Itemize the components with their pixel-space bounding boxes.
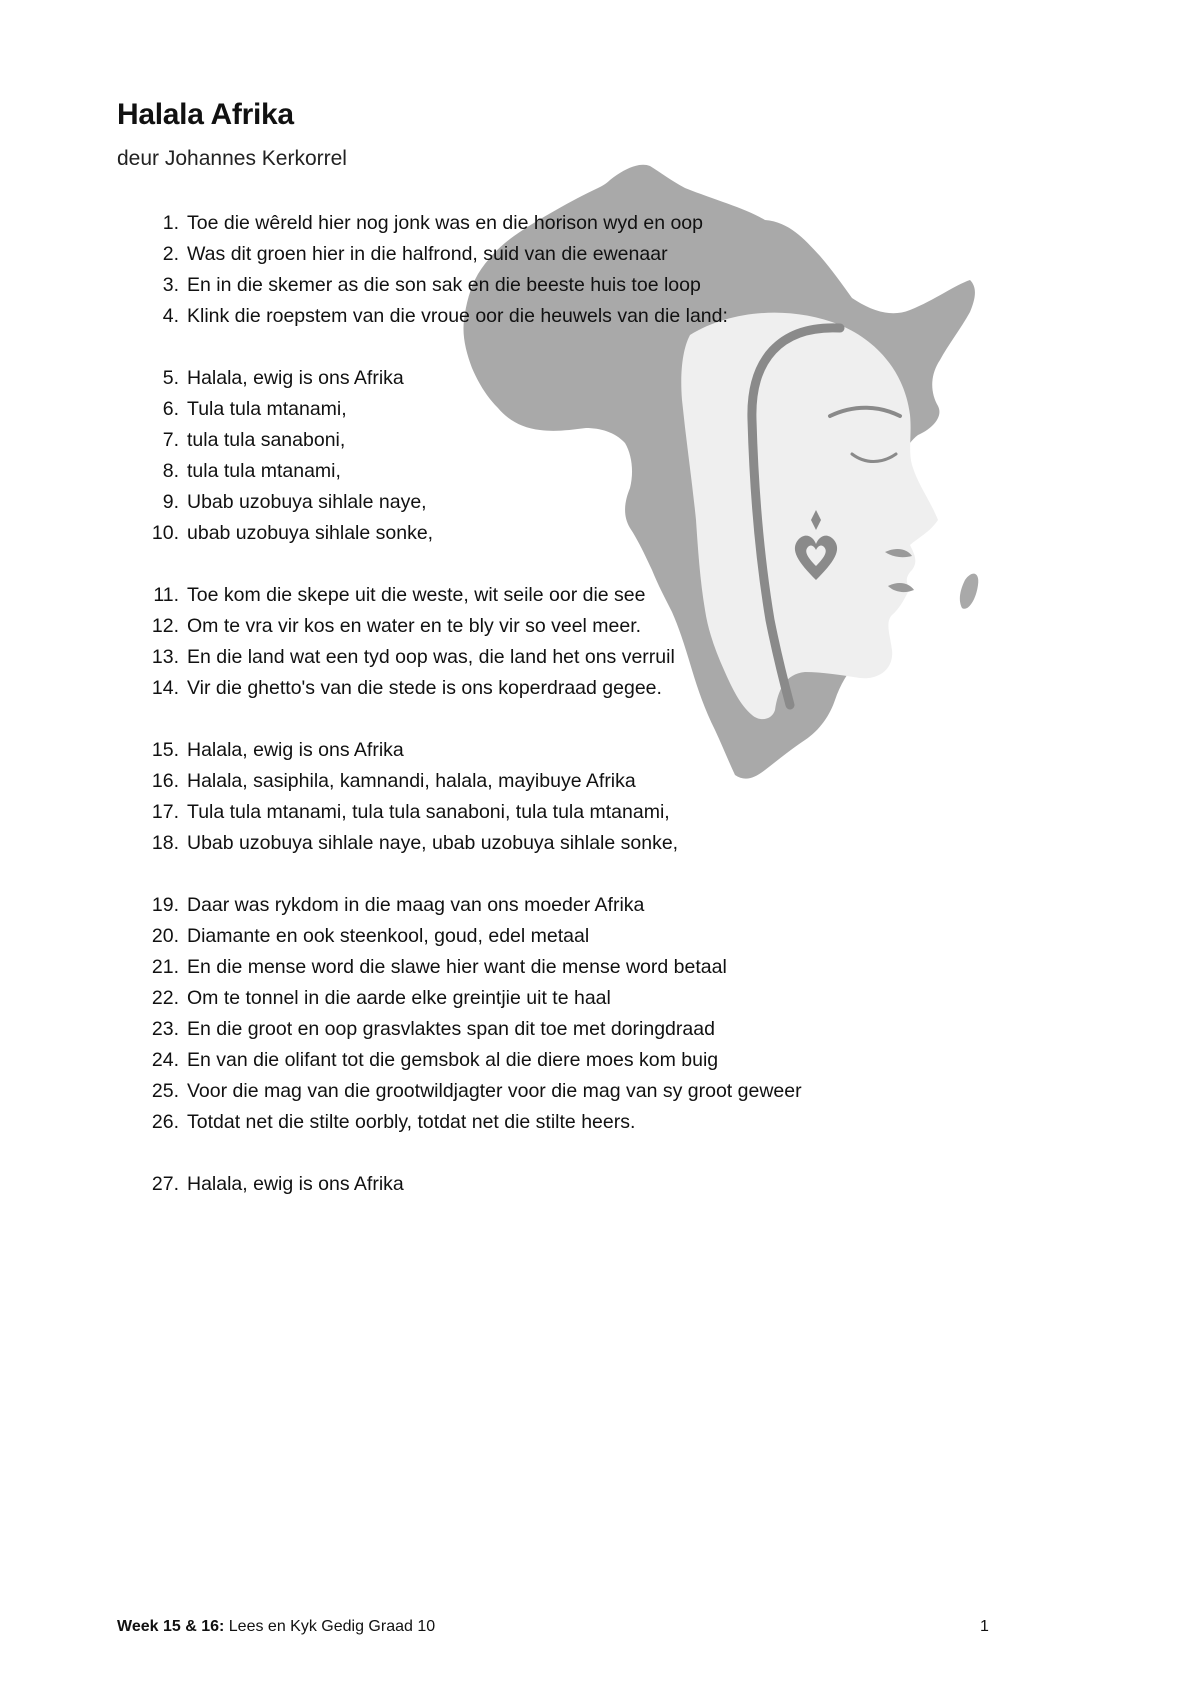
line-text: Toe die wêreld hier nog jonk was en die horison wyd en oop — [187, 212, 703, 234]
line-text: tula tula sanaboni, — [187, 429, 346, 451]
line-text: Halala, sasiphila, kamnandi, halala, mayibuye Afrika — [187, 770, 636, 792]
poem-line — [130, 580, 1030, 611]
poem-line — [130, 797, 1030, 828]
line-text: Om te tonnel in die aarde elke greintjie uit te haal — [187, 987, 611, 1009]
poem-line — [130, 239, 1030, 270]
line-text: En van die olifant tot die gemsbok al die diere moes kom buig — [187, 1049, 719, 1071]
poem-body — [130, 208, 1030, 1231]
line-number: 14. — [151, 677, 179, 699]
poem-line — [130, 301, 1030, 332]
line-number: 21. — [151, 956, 179, 978]
line-text: Totdat net die stilte oorbly, totdat net die stilte heers. — [187, 1111, 636, 1133]
stanza-1 — [130, 208, 1030, 332]
line-text: ubab uzobuya sihlale sonke, — [187, 522, 434, 544]
line-text: Halala, ewig is ons Afrika — [187, 1173, 404, 1195]
line-text: En die mense word die slawe hier want die mense word betaal — [187, 956, 727, 978]
page-number: 1 — [980, 1618, 989, 1635]
stanza-4 — [130, 735, 1030, 859]
poem-line — [130, 425, 1030, 456]
poem-line — [130, 766, 1030, 797]
line-number: 25. — [151, 1080, 179, 1102]
line-text: Halala, ewig is ons Afrika — [187, 739, 404, 761]
poem-line — [130, 642, 1030, 673]
line-number: 13. — [151, 646, 179, 668]
line-number: 26. — [151, 1111, 179, 1133]
poem-line — [130, 673, 1030, 704]
poem-line — [130, 1169, 1030, 1200]
page-footer — [117, 1618, 435, 1636]
line-number: 10. — [151, 522, 179, 544]
poem-line — [130, 363, 1030, 394]
poem-line — [130, 518, 1030, 549]
line-text: Ubab uzobuya sihlale naye, — [187, 491, 427, 513]
poem-line — [130, 208, 1030, 239]
line-number: 20. — [151, 925, 179, 947]
poem-line — [130, 456, 1030, 487]
line-text: En in die skemer as die son sak en die beeste huis toe loop — [187, 274, 701, 296]
line-text: Halala, ewig is ons Afrika — [187, 367, 404, 389]
footer-course-text: Lees en Kyk Gedig Graad 10 — [224, 1618, 436, 1635]
line-number: 18. — [151, 832, 179, 854]
poem-line — [130, 828, 1030, 859]
stanza-6 — [130, 1169, 1030, 1200]
line-number: 8. — [162, 460, 179, 482]
poem-line — [130, 1076, 1030, 1107]
line-text: Toe kom die skepe uit die weste, wit seile oor die see — [187, 584, 646, 606]
line-number: 27. — [151, 1173, 179, 1195]
line-number: 2. — [162, 243, 179, 265]
poem-line — [130, 487, 1030, 518]
stanza-3 — [130, 580, 1030, 704]
line-number: 7. — [162, 429, 179, 451]
poem-line — [130, 1014, 1030, 1045]
line-text: Diamante en ook steenkool, goud, edel metaal — [187, 925, 590, 947]
poem-author: deur Johannes Kerkorrel — [117, 147, 347, 170]
line-number: 3. — [162, 274, 179, 296]
poem-line — [130, 1107, 1030, 1138]
poem-line — [130, 983, 1030, 1014]
poem-line — [130, 394, 1030, 425]
line-number: 11. — [153, 584, 179, 606]
poem-title: Halala Afrika — [117, 98, 294, 131]
line-number: 17. — [151, 801, 179, 823]
line-text: En die groot en oop grasvlaktes span dit toe met doringdraad — [187, 1018, 715, 1040]
line-number: 4. — [162, 305, 179, 327]
line-text: Om te vra vir kos en water en te bly vir so veel meer. — [187, 615, 642, 637]
line-text: En die land wat een tyd oop was, die land het ons verruil — [187, 646, 675, 668]
line-number: 12. — [151, 615, 179, 637]
line-number: 9. — [162, 491, 179, 513]
poem-line — [130, 952, 1030, 983]
line-text: Klink die roepstem van die vroue oor die heuwels van die land: — [187, 305, 728, 327]
line-number: 23. — [151, 1018, 179, 1040]
line-text: Daar was rykdom in die maag van ons moeder Afrika — [187, 894, 645, 916]
line-number: 22. — [151, 987, 179, 1009]
line-number: 15. — [151, 739, 179, 761]
line-number: 6. — [162, 398, 179, 420]
line-number: 5. — [162, 367, 179, 389]
poem-line — [130, 735, 1030, 766]
stanza-2 — [130, 363, 1030, 549]
line-number: 1. — [162, 212, 179, 234]
line-text: Ubab uzobuya sihlale naye, ubab uzobuya sihlale sonke, — [187, 832, 679, 854]
line-text: Tula tula mtanami, — [187, 398, 347, 420]
line-text: Was dit groen hier in die halfrond, suid van die ewenaar — [187, 243, 668, 265]
poem-line — [130, 611, 1030, 642]
stanza-5 — [130, 890, 1030, 1138]
line-text: Voor die mag van die grootwildjagter voor die mag van sy groot geweer — [187, 1080, 802, 1102]
line-number: 24. — [151, 1049, 179, 1071]
line-number: 19. — [151, 894, 179, 916]
footer-week-label: Week 15 & 16: — [117, 1618, 225, 1635]
poem-line — [130, 1045, 1030, 1076]
poem-line — [130, 890, 1030, 921]
poem-line — [130, 270, 1030, 301]
line-text: Tula tula mtanami, tula tula sanaboni, tula tula mtanami, — [187, 801, 670, 823]
line-text: tula tula mtanami, — [187, 460, 341, 482]
line-number: 16. — [151, 770, 179, 792]
line-text: Vir die ghetto's van die stede is ons koperdraad gegee. — [187, 677, 662, 699]
poem-line — [130, 921, 1030, 952]
